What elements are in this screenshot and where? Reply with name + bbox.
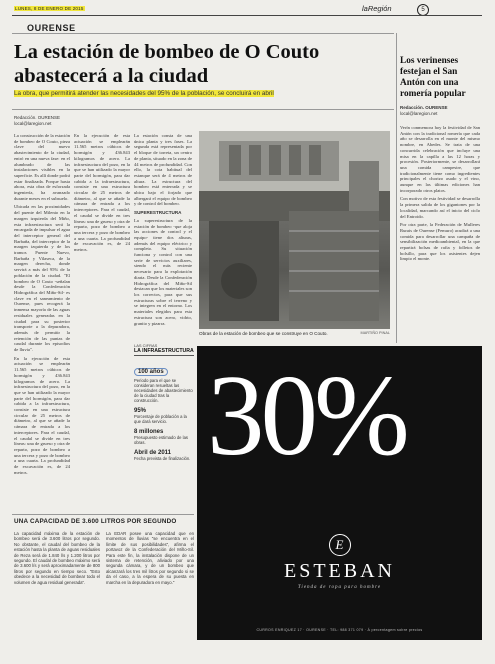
masthead-brand: laRegión (362, 4, 392, 13)
paragraph: Con motivo de esta festividad se desarrolla la primera salida de los gigantones por la localidad, marcando así el inicio del ciclo del Entroido. (400, 196, 480, 219)
masthead-rule (12, 15, 482, 16)
factbox-item (134, 408, 194, 424)
bottom-story-rule (12, 514, 194, 515)
article-column-2 (74, 133, 130, 493)
sidebar-byline-name: Redacción. OURENSE (400, 105, 448, 110)
section-label: OURENSE (27, 23, 76, 33)
ad-footer: CURROS ENRIQUEZ 17 · OURENSE · TEL: 988 371 079 · Á percentagem sobre precios (256, 628, 423, 632)
paragraph: Verín conmemora hoy la festividad de San Antón con la tradicional romería que cada año se desarrolla en el monte del mismo nombre, en Abedes. Se trata de una concurrida celebración que incluye una misa en la capilla a las 12 horas y procesión. Posteriormente, se desarrollará una comida campestre, que tradicionalmente tiene como ingredientes principales el chorizo asado y el vino, aunque en las últimas ediciones han incorporado otros platos. (400, 125, 480, 193)
factbox-kicker: LAS CIFRAS (134, 343, 158, 348)
sidebar-byline-email: local@laregion.net (400, 110, 438, 116)
esteban-advertisement[interactable] (197, 346, 482, 640)
factbox (134, 343, 194, 508)
factbox-text: Fecha prevista de finalización. (134, 456, 191, 461)
page-number-badge: 5 (417, 4, 429, 16)
sidebar-headline: Los verinenses festejan el San Antón con una romería popular (400, 56, 466, 99)
ad-brand: ESTEBAN (284, 560, 395, 582)
photo-caption-row (199, 331, 390, 336)
paragraph: En la ejecución de esta actuación se emplearán 11.565 metros cúbicos de hormigón y 436.843 kilogramos de acero. La infraestructura del pozo, en la que se han utilizado la mayor parte del hormigón, para dar cabida a la infraestructura, consiste en una estructura circular de 25 metros de diámetro, al que se añade la cámara de entrada a los interceptores. Para el caudal, el caudal se divide en tres líneas: una de grueso y otra de reparto, pozo de bombeo a una tercera y pozo de bombeo a una cuarta. La profundidad de excavación es, de 24 metros. (74, 133, 130, 253)
article-column-3 (134, 133, 192, 328)
paragraph: Por otra parte, la Federación de Mulleres Rurais de Ourense (Femuro) acudirá a una comida para desarrollar una campaña de sensibilización medioambiental, en la que repartirá bolsas de rafia y folletos de bolsillo, para que los asistentes dejen limpio el monte. (400, 222, 480, 262)
paragraph: Ubicada en las proximidades del puente del Milenio en la margen izquierda del Miño, esta infraestructura será la encargada de impulsar el agua del interceptor general del Barbaña, del interceptor de la margen izquierda y de los tramos Puente Nuevo, Barbaña y Vilaseca, de la margen derecha, donde servirá a más del 95% de la población de la ciudad. "El bombeo de O Couto -señalan desde la Confederación Hidrográfica del Miño-Sil- es clave en el saneamiento de Ourense, pues recogerá la inmensa mayoría de las aguas residuales generadas en la ciudad para su posterior transporte a la depuradora, además de permitir la retención de las puntas de caudal durante los episodios de lluvia". (14, 204, 70, 353)
sidebar-divider (396, 33, 397, 343)
factbox-item (134, 360, 194, 403)
construction-photo (199, 131, 390, 329)
paragraph: La superestructura de la estación de bombeo -que aloja las acciones de control y el equipo- tiene dos alturas, además del equipo eléctrico y completo. Su situación funciona y control con una serie de servicios auxiliares, siendo el más reciente necesario para la explotación diaria. Desde la Confederación Hidrográfica del Miño-Sil destacan que los materiales son los correctos, para que sus estructuras sobre el terreno y se integren en el entorno. Los materiales elegidos para esta estructura son acero, vidrio, granito y pizarra. (134, 217, 192, 326)
factbox-title: LA INFRAESTRUCTURA (134, 348, 194, 354)
factbox-text: Porcentaje de población a la que dará servicio. (134, 414, 187, 424)
factbox-item (134, 429, 194, 445)
headline-rule (12, 109, 394, 110)
photo-credit: MARTIÑO PINAL (360, 331, 390, 335)
byline-name: Redacción. OURENSE (14, 115, 61, 120)
byline-email: local@laregion.net (14, 121, 52, 126)
sidebar-body (400, 125, 480, 345)
paragraph: La construcción de la estación de bombeo de O Couto, pieza clave del nuevo abastecimiento de la ciudad, entró en una nueva fase: en el alumbrado de las instalaciones visibles en la superficie. Es allí donde podrá estar finalizada. Porque hasta ahora, esta obra de esforzada ingeniería, ha avanzado durante meses en el subsuelo. (14, 133, 70, 201)
photo-caption: Obras de la estación de bombeo que se construye en O Couto. (199, 331, 328, 336)
factbox-value: 8 millones (134, 429, 164, 435)
ad-monogram-icon: E (329, 534, 351, 556)
factbox-value: 100 años (134, 368, 168, 376)
subheadline-text: La obra, que permitirá atender las necesidades del 95% de la población, se concluirá en abril (14, 90, 274, 97)
paragraph: La estación consta de una única planta y tres fases. La segunda está representada por el bloque de torreta, un centro de planta, situado en la zona de 44 metros de profundidad. Con ello, la cota habitual del estanque será de 4 metros de altura. La estructura del bombeo está enterrada y se ubica bajo el forjado que albergará el equipo de bombeo y de control del bombeo. (134, 133, 192, 207)
factbox-item (134, 450, 194, 461)
factbox-value: Abril de 2011 (134, 450, 172, 456)
ad-tagline: Tienda de ropa para hombre (297, 585, 382, 590)
sidebar-byline (400, 105, 448, 117)
subheading: SUPERESTRUCTURA (134, 210, 182, 216)
byline (14, 115, 60, 127)
photo-illustration (199, 131, 390, 329)
paragraph: En la ejecución de esta actuación se emplearán 11.565 metros cúbicos de hormigón y 436.843 kilogramos de acero. La infraestructura del pozo, en la que se han utilizado la mayor parte del hormigón, para dar cabida a la infraestructura, consiste en una estructura circular de 25 metros de diámetro, al que se añade la cámara de entrada a los interceptores. Para el caudal, el caudal se divide en tres líneas: una de grueso y otra de reparto, pozo de bombeo a una tercera y pozo de bombeo a una cuarta. La profundidad de excavación es, de 24 metros. (14, 355, 70, 475)
ad-brand-block (197, 534, 482, 590)
article-column-1 (14, 133, 70, 493)
bottom-story-column-1: La capacidad máxima de la estación de bombeo será de 3.600 litros por segundo. No obstante, el caudal del bombeo de la estación hasta la planta de aguas residuales de Reza será de 1.840 l/s y 1.200 litros por segundo. El caudal de bombeo máximo será de 3.600 l/s y será aproximadamente de 800 litros por segundo en tiempo seco. "Esto obedece a la necesidad de bombear todo el volumen de agua residual generada". (14, 531, 100, 585)
bottom-story-heading: UNA CAPACIDAD DE 3.600 LITROS POR SEGUNDO (14, 518, 177, 525)
subheadline (14, 90, 399, 98)
factbox-value: 95% (134, 408, 147, 414)
factbox-text: Periodo para el que se consideran resueltas las necesidades de abastecimiento de la ciudad tras la construcción. (134, 378, 193, 403)
ad-percent: 30% (207, 352, 406, 479)
headline: La estación de bombeo de O Couto abastecerá a la ciudad (14, 41, 320, 87)
bottom-story-column-2: La EDAR posee una capacidad que en momentos de lluvias "se encuentra en el límite de sus posibilidades", afirma el portavoz de la Confederación del Miño-Sil. Para este fin, la instalación dispone de un sistema de retención, aliviado por una segunda cámara, y de un bombeo que alcanzará los tres mil litros por segundo si se da el caso, a la espera de su puesta en marcha en la depuradora en mayo." (106, 531, 194, 585)
factbox-text: Presupuesto estimado de las obras. (134, 435, 189, 445)
section-rule (12, 33, 394, 34)
masthead-date: LUNES, 8 DE ENERO DE 2015 (15, 6, 84, 11)
